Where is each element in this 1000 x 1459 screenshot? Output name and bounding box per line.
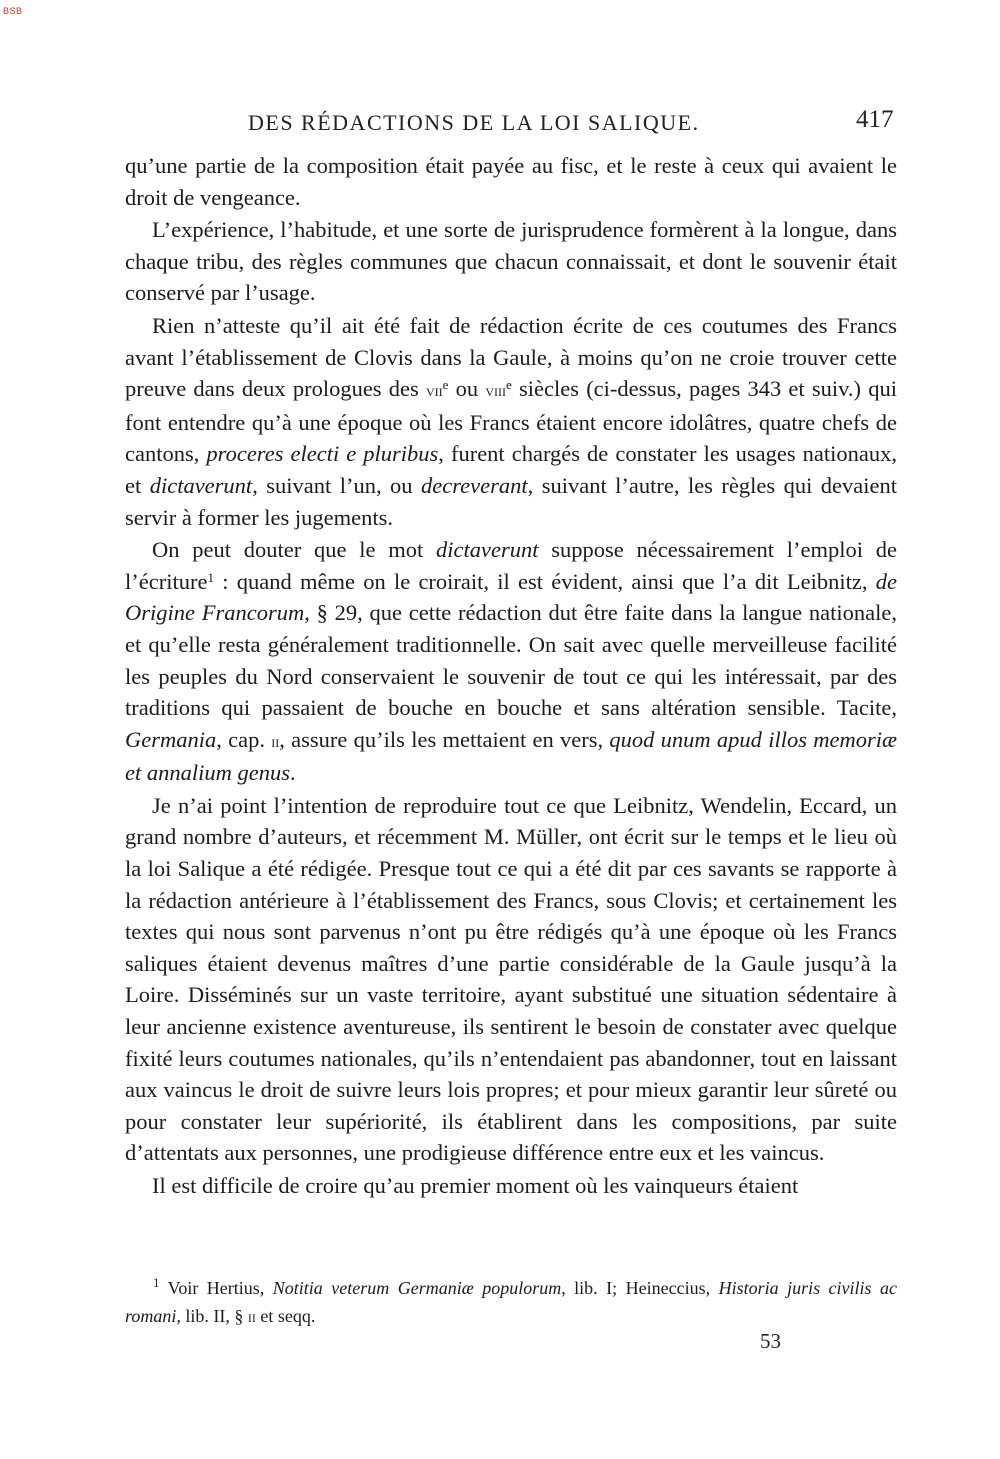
running-title: DES RÉDACTIONS DE LA LOI SALIQUE. xyxy=(248,110,700,135)
latin-quote: quod unum apud illos memoriæ et annalium genus xyxy=(125,726,897,786)
book-title: Notitia veterum Germaniæ populorum xyxy=(272,1278,562,1298)
library-stamp: BSB xyxy=(3,6,23,16)
century-numeral: viii xyxy=(485,381,507,401)
superscript: e xyxy=(442,377,449,393)
text-run: Rien n’atteste qu’il ait été fait de rédaction écrite de ces coutumes des Francs avant l’établissement de Clovis dans la Gaule, à moins qu’on ne croie trouver cette preuve dans deux prologues des xyxy=(125,312,897,402)
paragraph-dictaverunt xyxy=(125,534,897,789)
paragraph-continued: qu’une partie de la composition était payée au fisc, et le reste à ceux qui avaient le droit de vengeance. xyxy=(125,153,897,210)
latin-quote: proceres electi e pluribus xyxy=(206,441,439,467)
footnote-reference[interactable]: 1 xyxy=(207,569,214,585)
text-run: , cap. xyxy=(216,726,272,752)
paragraph-leibnitz: Je n’ai point l’intention de reproduire tout ce que Leibnitz, Wendelin, Eccard, un grand nombre d’auteurs, et récemment M. Müller, ont écrit sur le temps et le lieu où la loi Salique a été rédigée. Presque tout ce qui a été dit par ces savants se rapporte à la rédaction antérieure à l’établissement des Francs, sous Clovis; et certainement les textes qui nous sont parvenus n’ont pu être rédigés qu’à une époque où les Francs saliques étaient devenus maîtres d’une partie considérable de la Gaule jusqu’à la Loire. Disséminés sur un vaste territoire, ayant substitué une situation sédentaire à leur ancienne existence aventureuse, ils sentirent le besoin de constater avec quelque fixité leurs coutumes nationales, qu’ils n’entendaient pas abandonner, tout en laissant aux vaincus le droit de suivre leurs lois propres; et pour mieux garantir leur sûreté ou pour constater leur supériorité, ils établirent dans les compositions, par suite d’attentats aux personnes, une prodigieuse différence entre eux et les vaincus. xyxy=(125,792,897,1166)
text-run: , suivant l’un, ou xyxy=(252,472,421,498)
text-run: , lib. II, § xyxy=(176,1306,248,1326)
section-numeral: ii xyxy=(247,1307,256,1326)
footnote-text xyxy=(125,1274,897,1331)
page-number: 417 xyxy=(856,106,894,133)
text-run: . xyxy=(289,760,296,786)
book-title: de Origine Francorum xyxy=(125,568,897,626)
book-title: Historia juris civilis ac romani xyxy=(125,1278,898,1326)
book-title: Germania xyxy=(125,726,217,752)
chapter-numeral: ii xyxy=(271,731,280,751)
text-run: et seqq. xyxy=(255,1306,316,1326)
text-run: , assure qu’ils les mettaient en vers, xyxy=(279,726,610,752)
text-run: , lib. I; Heineccius, xyxy=(561,1278,719,1298)
text-run: ou xyxy=(448,376,486,402)
signature-mark: 53 xyxy=(760,1329,781,1353)
footnote-mark: 1 xyxy=(153,1275,160,1290)
paragraph-last: Il est difficile de croire qu’au premier moment où les vainqueurs étaient xyxy=(152,1173,799,1198)
latin-term: decreverant xyxy=(421,472,528,498)
body-text xyxy=(125,150,897,1202)
paragraph-experience: L’expérience, l’habitude, et une sorte de jurisprudence formèrent à la longue, dans chaque tribu, des règles communes que chacun connaissait, et dont le souvenir était conservé par l’usage. xyxy=(125,217,897,306)
latin-term: dictaverunt xyxy=(436,537,539,563)
text-run: , suivant l’autre, les règles qui devaient servir à former les jugements. xyxy=(125,472,897,530)
text-run: siècles (ci-dessus, pages 343 et suiv.) qui font entendre qu’à une époque où les Francs étaient encore idolâtres, quatre chefs de cantons, xyxy=(125,376,897,467)
text-run: , furent chargés de constater les usages nationaux, et xyxy=(125,441,897,498)
superscript: e xyxy=(506,377,512,393)
text-run: , § 29, que cette rédaction dut être faite dans la langue nationale, et qu’elle resta généralement traditionnelle. On sait avec quelle merveilleuse facilité les peuples du Nord conservaient le souvenir de tout ce qui les intéressait, par des traditions qui passaient de bouche en bouche et sans altération sensible. Tacite, xyxy=(125,600,897,721)
text-run: On peut douter que le mot xyxy=(152,537,437,563)
footnote xyxy=(125,1274,897,1331)
text-run: suppose nécessairement l’emploi de l’écriture xyxy=(125,537,897,594)
text-run: : quand même on le croirait, il est évident, ainsi que l’a dit Leibnitz, xyxy=(213,568,876,594)
century-numeral: vii xyxy=(425,381,443,401)
paragraph-redaction xyxy=(125,310,897,533)
latin-term: dictaverunt xyxy=(149,472,253,498)
text-run: Voir Hertius, xyxy=(159,1278,273,1298)
